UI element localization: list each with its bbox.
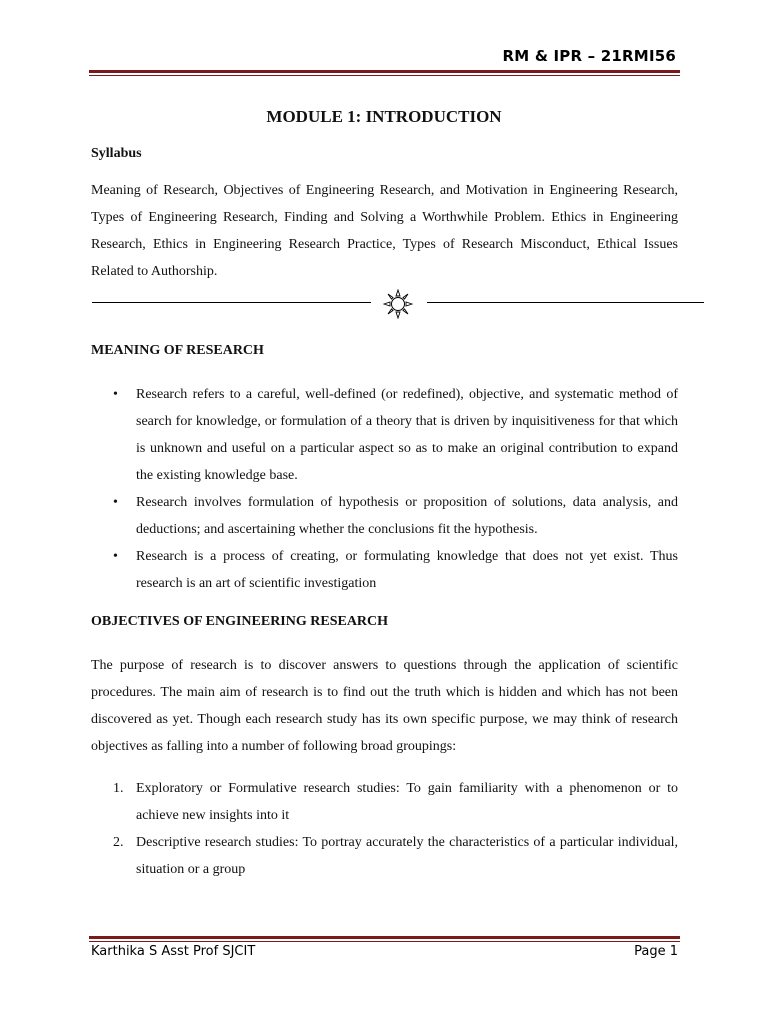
meaning-heading: MEANING OF RESEARCH [91, 343, 264, 358]
running-header: RM & IPR – 21RMI56 [502, 47, 676, 65]
list-item: • Research is a process of creating, or formulating knowledge that does not yet exist. Thus research is an art of scientific investigation [91, 543, 678, 597]
list-item: • Research involves formulation of hypothesis or proposition of solutions, data analysis, and deductions; and ascertaining whether the conclusions fit the hypothesis. [91, 489, 678, 543]
syllabus-heading: Syllabus [91, 146, 142, 161]
footer-rule [89, 936, 680, 942]
list-item [91, 775, 678, 829]
list-number: 1. [113, 781, 124, 796]
objectives-intro: The purpose of research is to discover answers to questions through the application of scientific procedures. The main aim of research is to find out the truth which is hidden and which has not been discovered as yet. Though each research study has its own specific purpose, we may think of research objectives as falling into a number of following broad groupings: [91, 658, 678, 754]
list-item [91, 829, 678, 883]
module-title: MODULE 1: INTRODUCTION [266, 107, 502, 126]
footer-author: Karthika S Asst Prof SJCIT [91, 944, 256, 959]
meaning-bullet-list [91, 381, 678, 597]
list-number: 2. [113, 835, 124, 850]
section-divider [92, 289, 704, 321]
list-item: • Research refers to a careful, well-defined (or redefined), objective, and systematic method of search for knowledge, or formulation of a theory that is driven by inquisitiveness for that which is unknown and useful on a particular aspect so as to make an original contribution to expand the existing knowledge base. [91, 381, 678, 489]
objectives-numbered-list [91, 775, 678, 883]
syllabus-text: Meaning of Research, Objectives of Engineering Research, and Motivation in Engineering Research, Types of Engineering Research, Finding and Solving a Worthwhile Problem. Ethics in Engineering Research, Ethics in Engineering Research Practice, Types of Research Misconduct, Ethical Issues Related to Authorship. [91, 183, 678, 279]
header-rule [89, 70, 680, 76]
list-item-text: Descriptive research studies: To portray accurately the characteristics of a particular individual, situation or a group [136, 835, 678, 877]
list-item-text: Exploratory or Formulative research studies: To gain familiarity with a phenomenon or to achieve new insights into it [136, 781, 678, 823]
sun-ornament-icon [383, 289, 413, 319]
objectives-heading: OBJECTIVES OF ENGINEERING RESEARCH [91, 614, 389, 629]
page-number: Page 1 [634, 944, 678, 959]
